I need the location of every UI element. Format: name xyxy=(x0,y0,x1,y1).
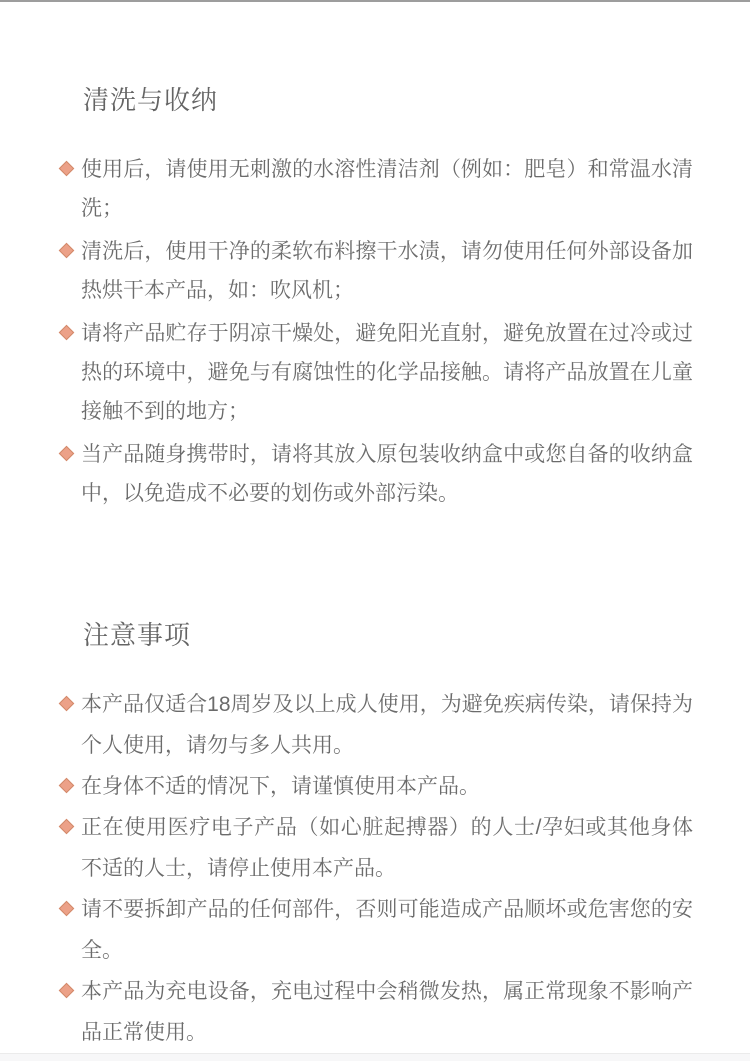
section-cleaning-storage xyxy=(0,0,750,513)
list-item-text: 正在使用医疗电子产品（如心脏起搏器）的人士/孕妇或其他身体不适的人士，请停止使用本产品。 xyxy=(81,816,693,880)
list-item-text: 请将产品贮存于阴凉干燥处，避免阳光直射，避免放置在过冷或过热的环境中，避免与有腐蚀性的化学品接触。请将产品放置在儿童接触不到的地方； xyxy=(81,322,693,423)
diamond-bullet-icon xyxy=(59,819,75,835)
list-item-text: 本产品仅适合18周岁及以上成人使用，为避免疾病传染，请保持为个人使用，请勿与多人共用。 xyxy=(81,693,693,757)
diamond-bullet-icon xyxy=(59,983,75,999)
list-item xyxy=(60,314,693,431)
list-item-text: 在身体不适的情况下，请谨慎使用本产品。 xyxy=(81,775,480,798)
cleaning-storage-list xyxy=(60,150,693,513)
bottom-divider xyxy=(0,1053,750,1061)
diamond-bullet-icon xyxy=(59,243,75,259)
list-item xyxy=(60,766,693,807)
diamond-bullet-icon xyxy=(59,446,75,462)
list-item-text: 使用后，请使用无刺激的水溶性清洁剂（例如：肥皂）和常温水清洗； xyxy=(81,158,693,220)
list-item xyxy=(60,232,693,310)
precautions-list xyxy=(60,684,693,1053)
diamond-bullet-icon xyxy=(59,696,75,712)
top-divider xyxy=(0,0,750,2)
list-item xyxy=(60,435,693,513)
list-item-text: 清洗后，使用干净的柔软布料擦干水渍，请勿使用任何外部设备加热烘干本产品，如：吹风机； xyxy=(81,240,693,302)
list-item xyxy=(60,971,693,1053)
list-item-text: 当产品随身携带时，请将其放入原包装收纳盒中或您自备的收纳盒中，以免造成不必要的划伤或外部污染。 xyxy=(81,443,693,505)
diamond-bullet-icon xyxy=(59,778,75,794)
diamond-bullet-icon xyxy=(59,901,75,917)
list-item-text: 请不要拆卸产品的任何部件，否则可能造成产品顺坏或危害您的安全。 xyxy=(81,898,693,962)
section-precautions xyxy=(0,517,750,1053)
section-title-precautions: 注意事项 xyxy=(83,620,192,650)
list-item xyxy=(60,807,693,889)
diamond-bullet-icon xyxy=(59,325,75,341)
list-item xyxy=(60,150,693,228)
diamond-bullet-icon xyxy=(59,161,75,177)
list-item-text: 本产品为充电设备，充电过程中会稍微发热，属正常现象不影响产品正常使用。 xyxy=(81,980,693,1044)
section-title-cleaning-storage: 清洗与收纳 xyxy=(83,85,219,115)
list-item xyxy=(60,889,693,971)
list-item xyxy=(60,684,693,766)
